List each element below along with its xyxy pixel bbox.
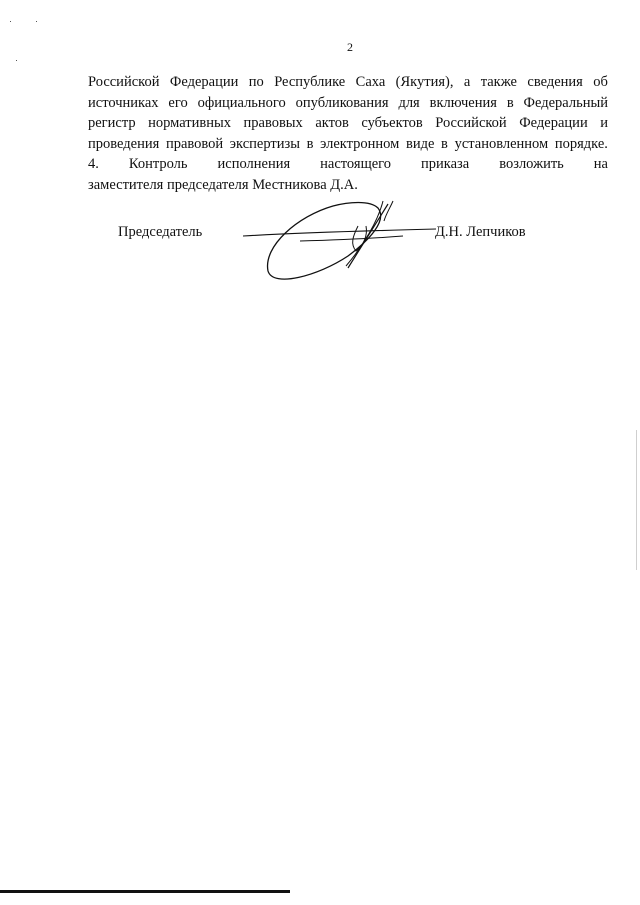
word: приказа (421, 156, 470, 172)
word: сведения (527, 74, 583, 90)
word: Российской (435, 115, 507, 131)
word: актов (315, 115, 349, 131)
text-line (88, 72, 608, 93)
word: 4. (88, 156, 99, 172)
scan-edge (636, 430, 637, 570)
handwritten-signature (238, 196, 438, 286)
word: включения (429, 94, 497, 111)
word: по (248, 74, 264, 90)
text-line (88, 134, 608, 155)
word: возложить (499, 156, 564, 172)
word: экспертизы (229, 135, 300, 152)
word: настоящего (320, 156, 392, 172)
word: для (398, 94, 420, 111)
word: его (168, 94, 188, 111)
word: Республике (274, 74, 346, 90)
word: правовой (165, 135, 224, 152)
scan-speck (16, 60, 17, 61)
text-line (88, 154, 608, 175)
word: в (306, 135, 314, 152)
word: и (600, 115, 608, 131)
text-line (88, 113, 608, 134)
word: порядке. (554, 135, 608, 152)
word: опубликования (295, 94, 389, 111)
word: в (441, 135, 448, 152)
word: Саха (355, 74, 386, 90)
word: источниках (88, 94, 159, 111)
scan-speck (36, 21, 37, 22)
word: электронном (320, 135, 400, 152)
signer-name: Д.Н. Лепчиков (435, 224, 526, 240)
word: также (480, 74, 517, 90)
word: в (506, 94, 514, 111)
word: проведения (88, 135, 160, 152)
signer-title: Председатель (118, 224, 203, 240)
word: (Якутия), (395, 74, 454, 90)
page-number: 2 (347, 40, 353, 54)
word: а (463, 74, 471, 90)
word: Федерации (169, 74, 239, 90)
word: об (593, 74, 608, 90)
scan-speck (10, 21, 11, 22)
document-body (88, 72, 608, 195)
word: исполнения (217, 156, 291, 172)
word: правовых (243, 115, 303, 131)
word: установленном (454, 135, 549, 152)
footer-rule (0, 890, 290, 893)
word: субъектов (361, 115, 423, 131)
word: на (593, 156, 608, 172)
word: Российской (88, 74, 160, 90)
word: заместителя председателя Местникова Д.А. (88, 176, 358, 193)
word: Федеральный (523, 94, 608, 111)
text-line (88, 93, 608, 114)
word: Федерации (519, 115, 588, 131)
word: Контроль (128, 156, 188, 172)
word: официального (197, 94, 286, 111)
word: виде (405, 135, 435, 152)
word: регистр (88, 115, 136, 131)
text-line (88, 175, 608, 196)
word: нормативных (148, 115, 231, 131)
